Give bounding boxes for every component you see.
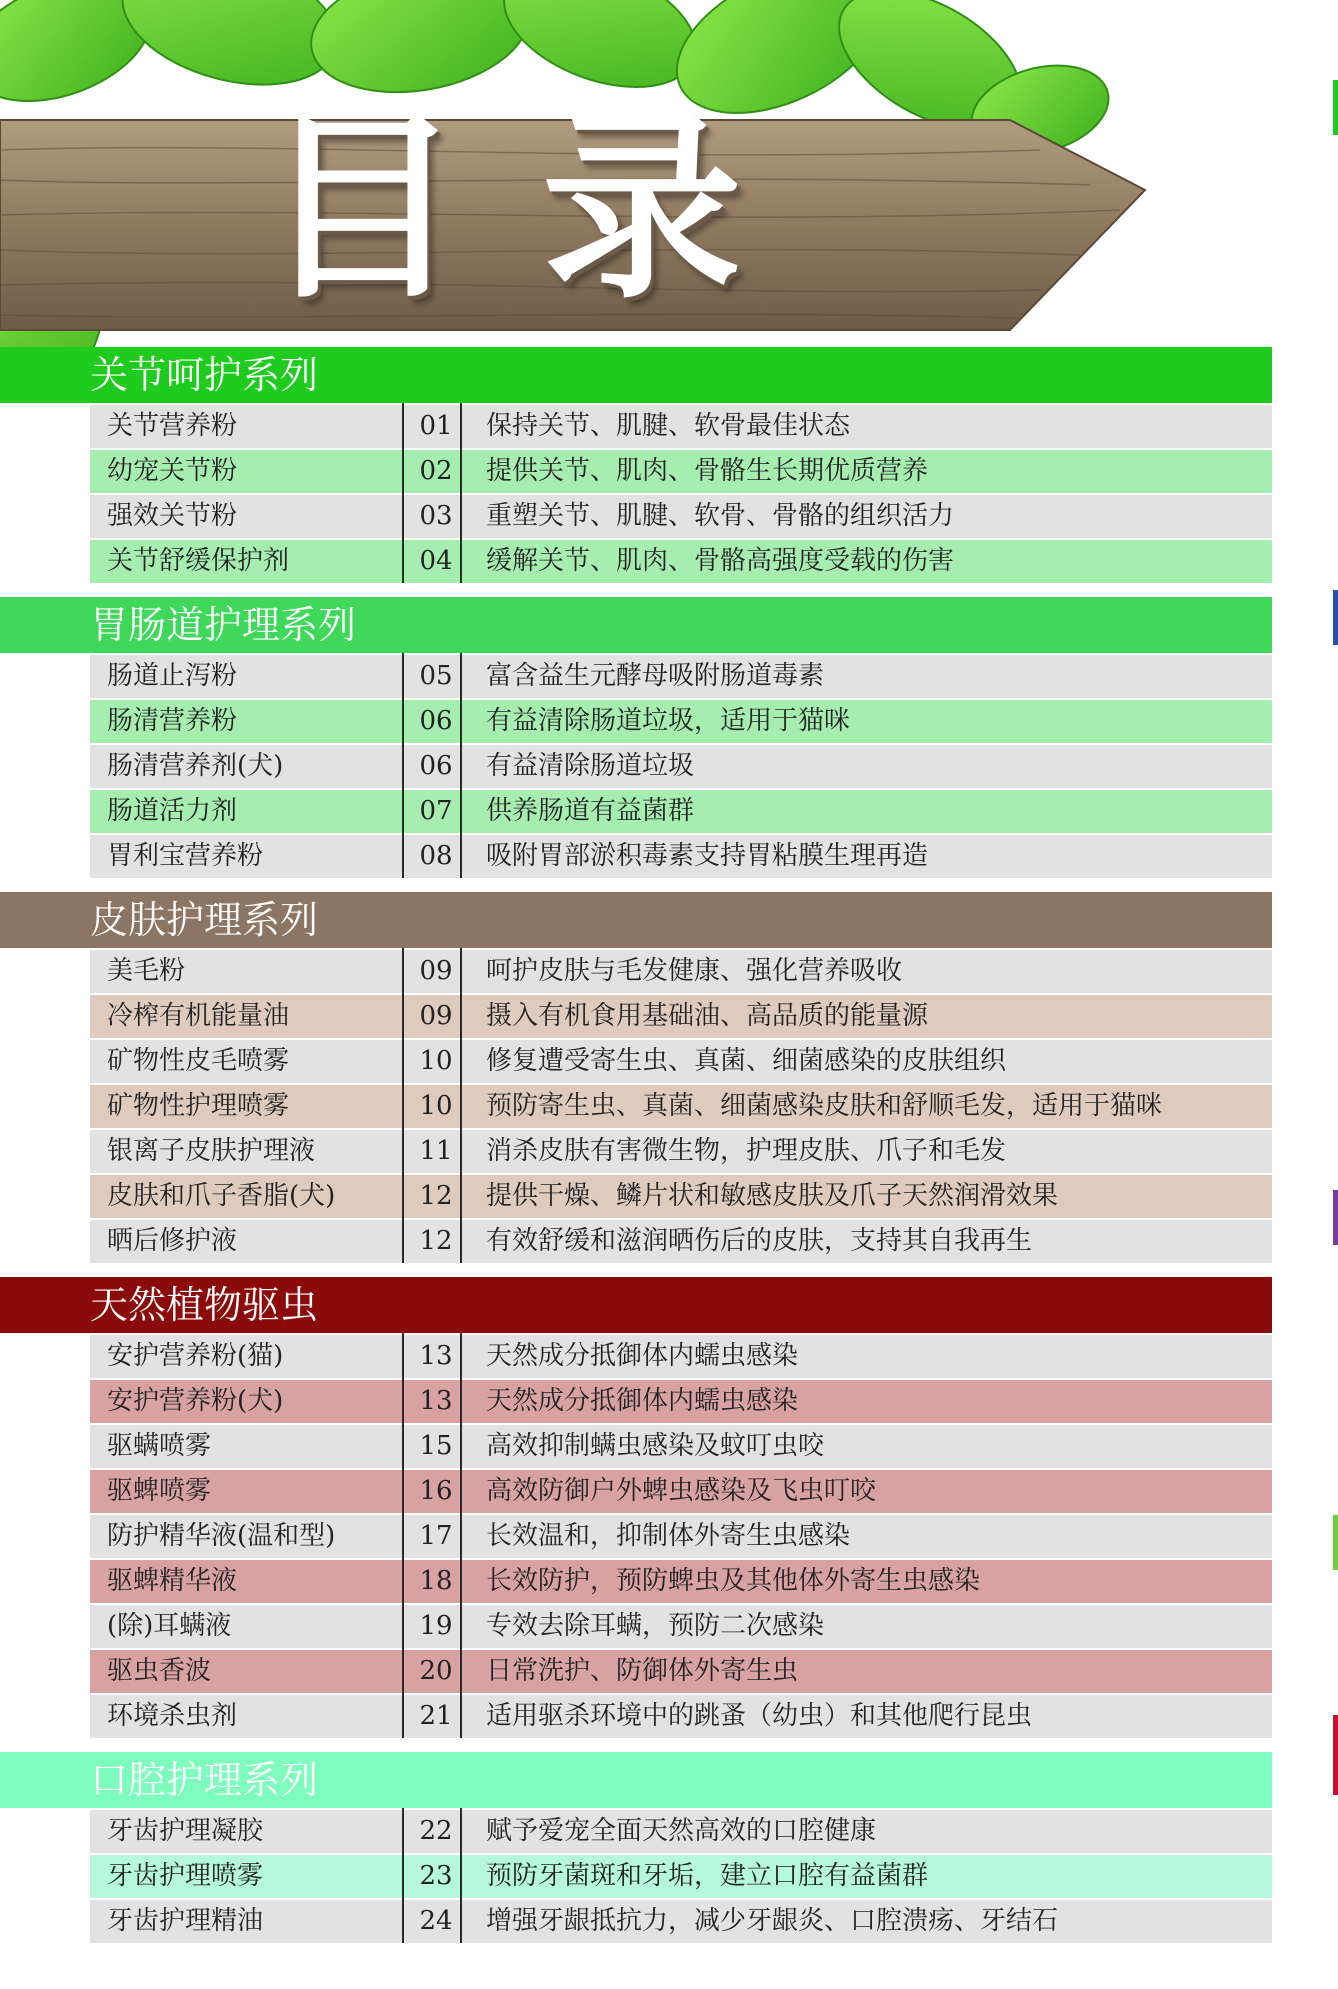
product-description: 摄入有机食用基础油、高品质的能量源 (486, 1001, 929, 1031)
column-divider (402, 1853, 404, 1898)
column-divider (460, 1173, 462, 1218)
page-number: 12 (419, 1181, 453, 1211)
product-name: 驱蜱精华液 (107, 1566, 238, 1596)
column-divider (460, 1808, 462, 1853)
product-name: 安护营养粉(犬) (107, 1386, 284, 1416)
toc-entry[interactable] (90, 405, 1272, 448)
column-divider (402, 1468, 404, 1513)
page-number: 19 (419, 1611, 453, 1641)
product-description: 增强牙龈抵抗力，减少牙龈炎、口腔溃疡、牙结石 (486, 1906, 1059, 1936)
product-name: 牙齿护理精油 (107, 1906, 264, 1936)
product-description: 天然成分抵御体内蠕虫感染 (486, 1386, 799, 1416)
column-divider (402, 1558, 404, 1603)
toc-entry[interactable] (90, 1175, 1272, 1218)
page-number: 18 (419, 1566, 453, 1596)
toc-entry[interactable] (90, 835, 1272, 878)
section-header: 天然植物驱虫 (0, 1277, 1272, 1333)
product-description: 天然成分抵御体内蠕虫感染 (486, 1341, 799, 1371)
toc-entry[interactable] (90, 1470, 1272, 1513)
column-divider (460, 1898, 462, 1943)
toc-section (0, 1277, 1272, 1738)
toc-entry[interactable] (90, 1335, 1272, 1378)
section-header: 口腔护理系列 (0, 1752, 1272, 1808)
page-number: 10 (419, 1091, 453, 1121)
product-name: 关节舒缓保护剂 (107, 546, 290, 576)
column-divider (402, 1378, 404, 1423)
product-description: 预防牙菌斑和牙垢，建立口腔有益菌群 (486, 1861, 929, 1891)
edge-tab-green (1333, 80, 1338, 135)
column-divider (460, 493, 462, 538)
header-banner (0, 0, 1338, 360)
edge-tab-blue (1333, 590, 1338, 645)
product-name: 肠清营养粉 (107, 706, 238, 736)
product-description: 有益清除肠道垃圾 (486, 751, 695, 781)
toc-entry[interactable] (90, 495, 1272, 538)
page-number: 22 (419, 1816, 453, 1846)
page-number: 11 (419, 1136, 453, 1166)
product-description: 有效舒缓和滋润晒伤后的皮肤，支持其自我再生 (486, 1226, 1033, 1256)
column-divider (402, 743, 404, 788)
page-number: 06 (419, 706, 453, 736)
column-divider (460, 948, 462, 993)
page-number: 06 (419, 751, 453, 781)
product-description: 消杀皮肤有害微生物，护理皮肤、爪子和毛发 (486, 1136, 1007, 1166)
column-divider (402, 1038, 404, 1083)
product-description: 专效去除耳螨，预防二次感染 (486, 1611, 825, 1641)
toc-entry[interactable] (90, 1040, 1272, 1083)
page-number: 05 (419, 661, 453, 691)
column-divider (460, 1648, 462, 1693)
product-description: 有益清除肠道垃圾，适用于猫咪 (486, 706, 851, 736)
toc-entry[interactable] (90, 1515, 1272, 1558)
product-name: 胃利宝营养粉 (107, 841, 264, 871)
page-number: 24 (419, 1906, 453, 1936)
product-name: 冷榨有机能量油 (107, 1001, 290, 1031)
section-header: 胃肠道护理系列 (0, 597, 1272, 653)
product-name: 安护营养粉(猫) (107, 1341, 284, 1371)
toc-entry[interactable] (90, 450, 1272, 493)
column-divider (460, 448, 462, 493)
product-name: 驱虫香波 (107, 1656, 212, 1686)
product-description: 保持关节、肌腱、软骨最佳状态 (486, 411, 851, 441)
edge-tab-purple (1333, 1190, 1338, 1245)
column-divider (402, 1423, 404, 1468)
column-divider (402, 653, 404, 698)
page-title: 目录 (262, 93, 823, 326)
toc-section (0, 347, 1272, 583)
product-description: 适用驱杀环境中的跳蚤（幼虫）和其他爬行昆虫 (486, 1701, 1033, 1731)
toc-entry[interactable] (90, 1130, 1272, 1173)
product-name: 肠道活力剂 (107, 796, 238, 826)
product-name: 牙齿护理喷雾 (107, 1861, 264, 1891)
page-number: 16 (419, 1476, 453, 1506)
toc-section (0, 1752, 1272, 1943)
page-number: 20 (419, 1656, 453, 1686)
column-divider (460, 1423, 462, 1468)
product-description: 高效抑制螨虫感染及蚊叮虫咬 (486, 1431, 825, 1461)
column-divider (402, 993, 404, 1038)
product-description: 长效防护，预防蜱虫及其他体外寄生虫感染 (486, 1566, 981, 1596)
product-name: 强效关节粉 (107, 501, 238, 531)
edge-tab-green-2 (1333, 1515, 1338, 1570)
column-divider (402, 1173, 404, 1218)
product-name: 银离子皮肤护理液 (107, 1136, 316, 1166)
page-number: 21 (419, 1701, 453, 1731)
column-divider (460, 1218, 462, 1263)
column-divider (460, 538, 462, 583)
product-name: 驱蜱喷雾 (107, 1476, 212, 1506)
column-divider (402, 1083, 404, 1128)
product-description: 赋予爱宠全面天然高效的口腔健康 (486, 1816, 877, 1846)
column-divider (402, 788, 404, 833)
product-description: 长效温和，抑制体外寄生虫感染 (486, 1521, 851, 1551)
column-divider (460, 1038, 462, 1083)
column-divider (402, 833, 404, 878)
product-name: 矿物性护理喷雾 (107, 1091, 290, 1121)
page-number: 04 (419, 546, 453, 576)
product-name: 牙齿护理凝胶 (107, 1816, 264, 1846)
page-number: 10 (419, 1046, 453, 1076)
product-name: 美毛粉 (107, 956, 186, 986)
product-description: 提供关节、肌肉、骨骼生长期优质营养 (486, 456, 929, 486)
product-description: 缓解关节、肌肉、骨骼高强度受载的伤害 (486, 546, 955, 576)
column-divider (402, 1693, 404, 1738)
toc-entry[interactable] (90, 540, 1272, 583)
section-header: 关节呵护系列 (0, 347, 1272, 403)
column-divider (460, 403, 462, 448)
column-divider (402, 1333, 404, 1378)
toc-entry[interactable] (90, 745, 1272, 788)
column-divider (460, 1513, 462, 1558)
toc-entry[interactable] (90, 790, 1272, 833)
product-name: 矿物性皮毛喷雾 (107, 1046, 290, 1076)
product-description: 呵护皮肤与毛发健康、强化营养吸收 (486, 956, 903, 986)
page-number: 13 (419, 1386, 453, 1416)
toc-entry[interactable] (90, 1605, 1272, 1648)
table-of-contents (0, 347, 1272, 1957)
edge-tab-red (1333, 1715, 1338, 1795)
column-divider (460, 788, 462, 833)
toc-entry[interactable] (90, 1425, 1272, 1468)
toc-entry[interactable] (90, 1085, 1272, 1128)
page-number: 17 (419, 1521, 453, 1551)
product-name: 幼宠关节粉 (107, 456, 238, 486)
column-divider (402, 1648, 404, 1693)
page-number: 09 (419, 956, 453, 986)
toc-entry[interactable] (90, 1650, 1272, 1693)
column-divider (460, 1693, 462, 1738)
page-number: 03 (419, 501, 453, 531)
page-number: 01 (419, 411, 453, 441)
product-name: 防护精华液(温和型) (107, 1521, 336, 1551)
toc-entry[interactable] (90, 1810, 1272, 1853)
column-divider (460, 1853, 462, 1898)
toc-entry[interactable] (90, 995, 1272, 1038)
column-divider (460, 993, 462, 1038)
page-number: 02 (419, 456, 453, 486)
product-description: 富含益生元酵母吸附肠道毒素 (486, 661, 825, 691)
product-description: 预防寄生虫、真菌、细菌感染皮肤和舒顺毛发，适用于猫咪 (486, 1091, 1163, 1121)
product-name: 驱螨喷雾 (107, 1431, 212, 1461)
column-divider (402, 1218, 404, 1263)
column-divider (460, 1128, 462, 1173)
column-divider (460, 653, 462, 698)
toc-entry[interactable] (90, 1220, 1272, 1263)
page-number: 23 (419, 1861, 453, 1891)
toc-entry[interactable] (90, 1855, 1272, 1898)
column-divider (460, 1603, 462, 1648)
column-divider (460, 833, 462, 878)
column-divider (402, 1513, 404, 1558)
column-divider (402, 448, 404, 493)
product-name: 肠道止泻粉 (107, 661, 238, 691)
column-divider (460, 1083, 462, 1128)
column-divider (460, 1378, 462, 1423)
column-divider (460, 743, 462, 788)
column-divider (460, 698, 462, 743)
column-divider (402, 1898, 404, 1943)
column-divider (402, 1603, 404, 1648)
section-header: 皮肤护理系列 (0, 892, 1272, 948)
column-divider (402, 493, 404, 538)
page-number: 09 (419, 1001, 453, 1031)
toc-entry[interactable] (90, 1695, 1272, 1738)
column-divider (460, 1558, 462, 1603)
page-number: 12 (419, 1226, 453, 1256)
product-description: 重塑关节、肌腱、软骨、骨骼的组织活力 (486, 501, 955, 531)
toc-entry[interactable] (90, 1560, 1272, 1603)
column-divider (402, 403, 404, 448)
toc-entry[interactable] (90, 655, 1272, 698)
product-description: 日常洗护、防御体外寄生虫 (486, 1656, 799, 1686)
product-name: 关节营养粉 (107, 411, 238, 441)
toc-entry[interactable] (90, 1900, 1272, 1943)
product-description: 高效防御户外蜱虫感染及飞虫叮咬 (486, 1476, 877, 1506)
column-divider (402, 948, 404, 993)
page-number: 15 (419, 1431, 453, 1461)
column-divider (460, 1333, 462, 1378)
column-divider (460, 1468, 462, 1513)
page-number: 08 (419, 841, 453, 871)
column-divider (402, 538, 404, 583)
product-name: 肠清营养剂(犬) (107, 751, 284, 781)
page-number: 13 (419, 1341, 453, 1371)
toc-section (0, 892, 1272, 1263)
product-description: 吸附胃部淤积毒素支持胃粘膜生理再造 (486, 841, 929, 871)
toc-section (0, 597, 1272, 878)
product-description: 提供干燥、鳞片状和敏感皮肤及爪子天然润滑效果 (486, 1181, 1059, 1211)
toc-entry[interactable] (90, 950, 1272, 993)
column-divider (402, 1808, 404, 1853)
product-name: 晒后修护液 (107, 1226, 238, 1256)
product-description: 供养肠道有益菌群 (486, 796, 695, 826)
page-number: 07 (419, 796, 453, 826)
column-divider (402, 1128, 404, 1173)
product-name: 环境杀虫剂 (107, 1701, 238, 1731)
product-name: 皮肤和爪子香脂(犬) (107, 1181, 336, 1211)
toc-entry[interactable] (90, 700, 1272, 743)
toc-entry[interactable] (90, 1380, 1272, 1423)
column-divider (402, 698, 404, 743)
product-name: (除)耳螨液 (107, 1611, 232, 1641)
product-description: 修复遭受寄生虫、真菌、细菌感染的皮肤组织 (486, 1046, 1007, 1076)
